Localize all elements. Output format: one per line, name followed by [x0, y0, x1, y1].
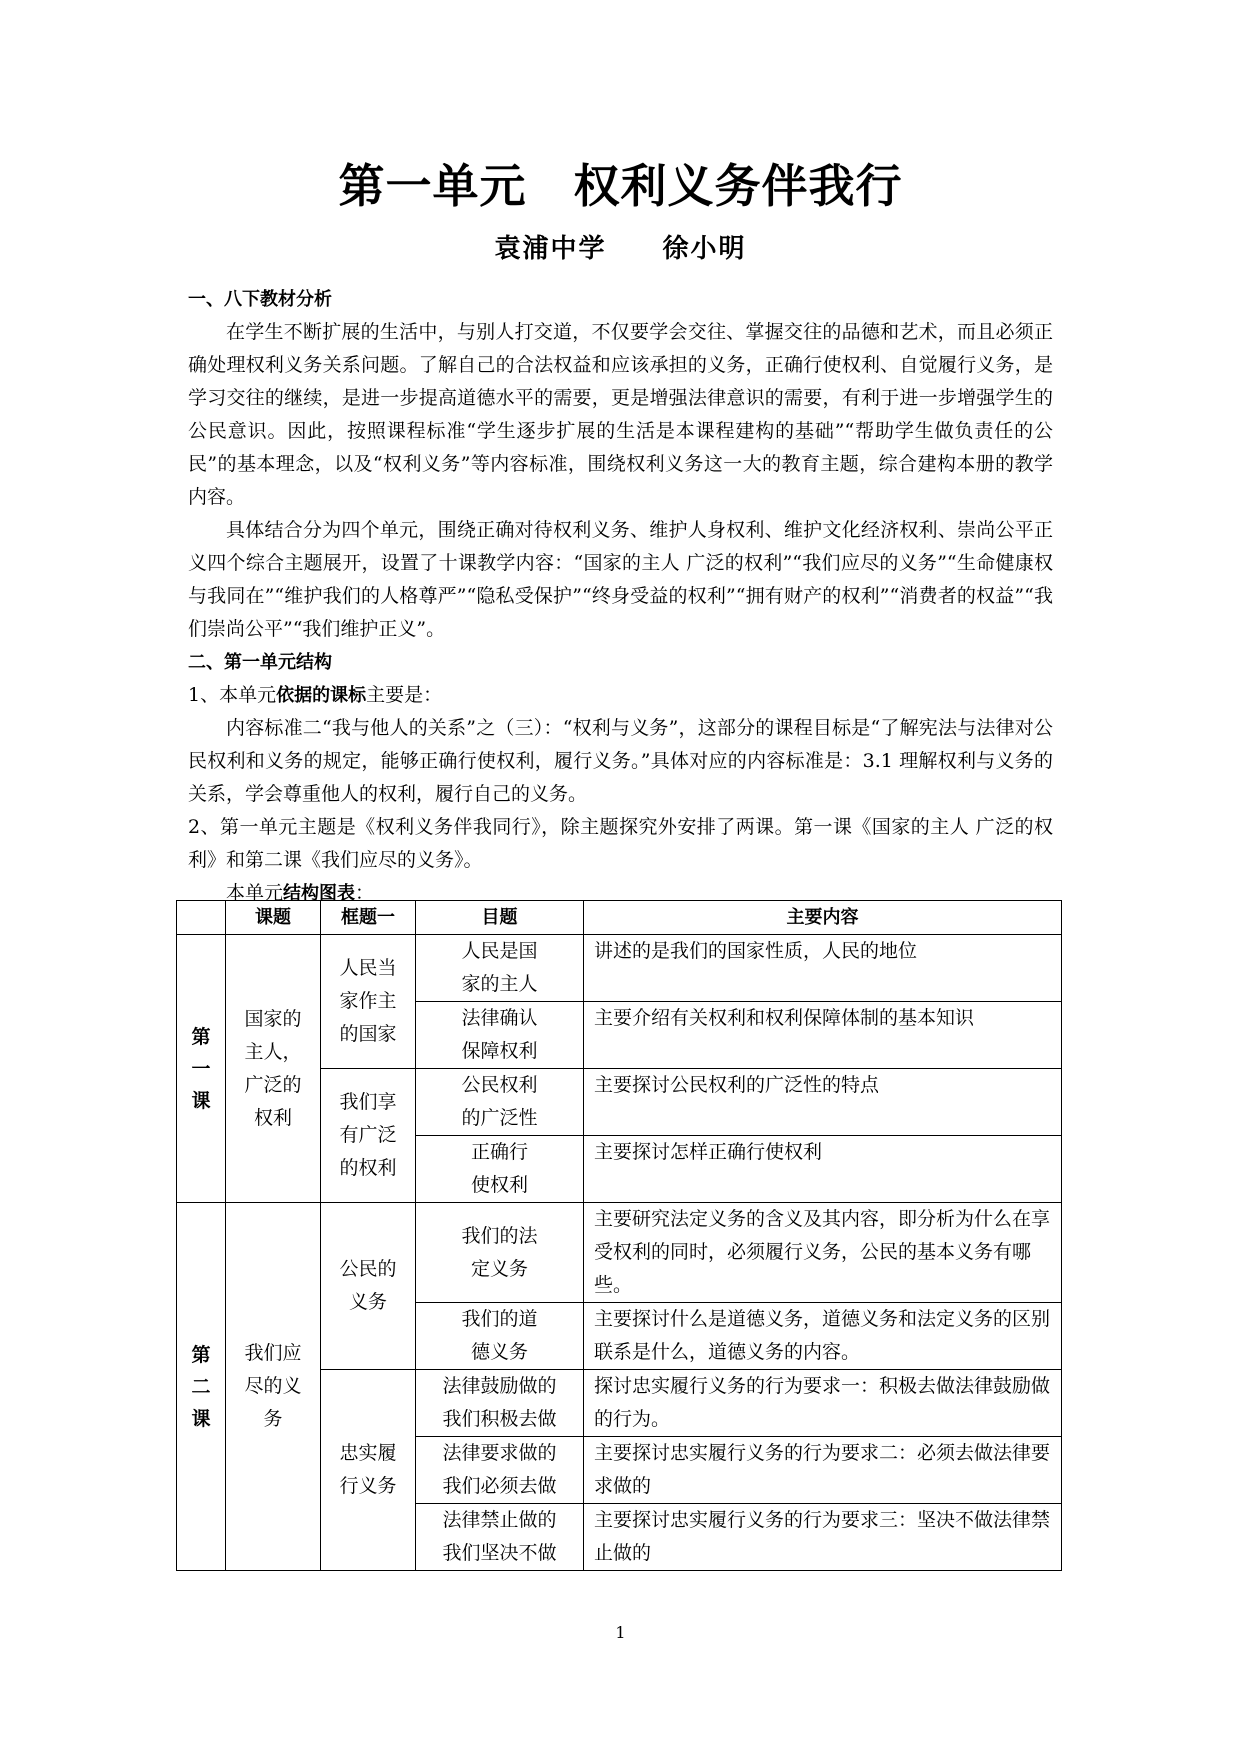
lesson1-item [416, 1069, 584, 1136]
lesson1-topic-text: 国家的主人，广泛的权利 [244, 1007, 302, 1129]
item-text: 正确行使权利 [470, 1141, 528, 1196]
lesson1-item [416, 1136, 584, 1203]
lesson2-item [416, 1504, 584, 1571]
item-text: 法律要求做的我们必须去做 [442, 1442, 557, 1497]
lesson1-frame-2-text: 我们享有广泛的权利 [339, 1091, 397, 1179]
item1-suffix: 主要是： [366, 684, 443, 706]
lesson2-frame-1-text: 公民的义务 [339, 1258, 397, 1313]
lesson1-frame-1-text: 人民当家作主的国家 [339, 957, 397, 1045]
item1-prefix: 1、本单元 [188, 684, 277, 706]
structure-table [176, 900, 1062, 1571]
section2-item-1-paragraph: 内容标准二“我与他人的关系”之（三）：“权利与义务”，这部分的课程目标是“了解宪法与法律对公民权利和义务的规定，能够正确行使权利，履行义务。”具体对应的内容标准是：3.1 理解权利与义务的关系，学会尊重他人的权利，履行自己的义务。 [188, 717, 1053, 805]
lesson1-label-text: 第一课 [191, 1025, 211, 1112]
section2-heading: 二、第一单元结构 [188, 652, 332, 673]
section2-item-1 [188, 679, 1053, 712]
item-text: 法律确认保障权利 [461, 1007, 538, 1062]
lesson1-content: 主要探讨公民权利的广泛性的特点 [584, 1069, 1062, 1136]
item-text: 我们的道德义务 [461, 1308, 538, 1363]
lesson2-frame-1 [321, 1203, 416, 1370]
chart-intro-suffix: ： [355, 882, 375, 904]
item-text: 我们的法定义务 [461, 1224, 538, 1280]
lesson1-frame-1 [321, 935, 416, 1069]
author-line: 袁浦中学 徐小明 [494, 234, 747, 264]
lesson2-content: 主要探讨忠实履行义务的行为要求三：坚决不做法律禁止做的 [584, 1504, 1062, 1571]
section2-item-2: 2、第一单元主题是《权利义务伴我同行》，除主题探究外安排了两课。第一课《国家的主人 广泛的权利》和第二课《我们应尽的义务》。 [188, 816, 1053, 871]
lesson2-item [416, 1370, 584, 1437]
lesson1-frame-2 [321, 1069, 416, 1203]
table-header: 框题一 [321, 901, 416, 935]
page-number: 1 [615, 1623, 626, 1642]
table-header: 目题 [416, 901, 584, 935]
lesson2-content: 主要探讨什么是道德义务，道德义务和法定义务的区别联系是什么，道德义务的内容。 [584, 1303, 1062, 1370]
document-body [188, 283, 1053, 910]
page-title: 第一单元 权利义务伴我行 [338, 159, 903, 213]
table-header: 课题 [226, 901, 321, 935]
item1-bold: 依据的课标 [276, 685, 367, 706]
header-blank [177, 901, 226, 935]
lesson1-content: 主要介绍有关权利和权利保障体制的基本知识 [584, 1002, 1062, 1069]
lesson1-content: 讲述的是我们的国家性质，人民的地位 [584, 935, 1062, 1002]
lesson1-content: 主要探讨怎样正确行使权利 [584, 1136, 1062, 1203]
table-row [177, 1203, 1062, 1303]
lesson2-item [416, 1303, 584, 1370]
table-header-row [177, 901, 1062, 935]
table-header: 主要内容 [584, 901, 1062, 935]
lesson2-label-text: 第二课 [191, 1343, 211, 1430]
lesson1-topic [226, 935, 321, 1203]
chart-intro-prefix: 本单元 [226, 882, 284, 904]
lesson2-item [416, 1203, 584, 1303]
item-text: 人民是国家的主人 [461, 940, 538, 995]
item-text: 公民权利的广泛性 [461, 1074, 538, 1129]
lesson2-topic [226, 1203, 321, 1571]
item-text: 法律禁止做的我们坚决不做 [442, 1509, 557, 1564]
section1-paragraph-2: 具体结合分为四个单元，围绕正确对待权利义务、维护人身权利、维护文化经济权利、崇尚公平正义四个综合主题展开，设置了十课教学内容：“国家的主人 广泛的权利”“我们应尽的义务”“生命健康权与我同在”“维护我们的人格尊严”“隐私受保护”“终身受益的权利”“拥有财产的权利”“消费者的权益”“我们崇尚公平”“我们维护正义”。 [188, 519, 1053, 640]
item-text: 法律鼓励做的我们积极去做 [442, 1375, 557, 1430]
section1-heading: 一、八下教材分析 [188, 289, 332, 310]
lesson2-frame-2 [321, 1370, 416, 1571]
lesson2-topic-text: 我们应尽的义务 [244, 1342, 302, 1430]
lesson2-content: 主要研究法定义务的含义及其内容，即分析为什么在享受权利的同时，必须履行义务，公民的基本义务有哪些。 [584, 1203, 1062, 1303]
section1-paragraph-1: 在学生不断扩展的生活中，与别人打交道，不仅要学会交往、掌握交往的品德和艺术，而且必须正确处理权利义务关系问题。了解自己的合法权益和应该承担的义务，正确行使权利、自觉履行义务，是学习交往的继续，是进一步提高道德水平的需要，更是增强法律意识的需要，有利于进一步增强学生的公民意识。因此，按照课程标准“学生逐步扩展的生活是本课程建构的基础”“帮助学生做负责任的公民”的基本理念，以及“权利义务”等内容标准，围绕权利义务这一大的教育主题，综合建构本册的教学内容。 [188, 321, 1053, 508]
lesson2-label [177, 1203, 226, 1571]
lesson1-item [416, 935, 584, 1002]
lesson2-content: 主要探讨忠实履行义务的行为要求二：必须去做法律要求做的 [584, 1437, 1062, 1504]
table-row [177, 935, 1062, 1002]
lesson2-content: 探讨忠实履行义务的行为要求一：积极去做法律鼓励做的行为。 [584, 1370, 1062, 1437]
chart-intro-bold: 结构图表 [283, 883, 356, 904]
lesson1-label [177, 935, 226, 1203]
lesson2-frame-2-text: 忠实履行义务 [339, 1442, 397, 1497]
lesson2-item [416, 1437, 584, 1504]
lesson1-item [416, 1002, 584, 1069]
